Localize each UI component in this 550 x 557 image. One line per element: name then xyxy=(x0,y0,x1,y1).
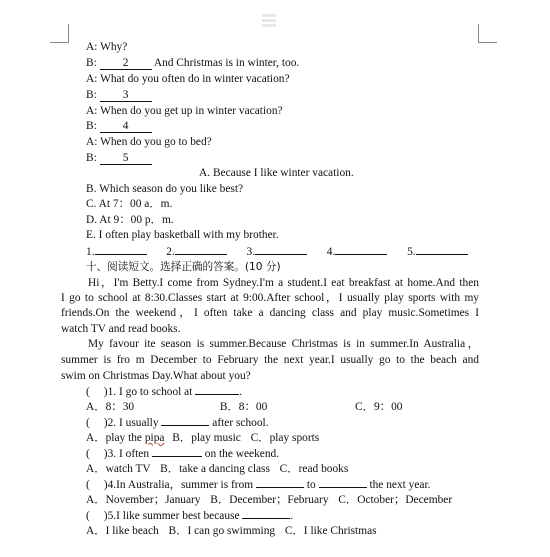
dialogue-line-5 xyxy=(86,104,283,119)
answer-blank: 4 xyxy=(100,120,152,133)
dialogue-text: When do you get up in winter vacation? xyxy=(100,105,283,117)
speaker-label: A: xyxy=(86,73,98,85)
question-5-options xyxy=(86,524,377,539)
question-text: I like summer best because xyxy=(116,510,240,522)
question-text: I usually xyxy=(119,417,159,429)
section-heading: 十、阅读短文。选择正确的答案。(10 分) xyxy=(86,261,281,273)
passage-line: friends.On the weekend，I often take a dancing class and play music.Sometimes I xyxy=(61,307,479,319)
option-text: I often play basketball with my brother. xyxy=(98,229,279,241)
question-3: ( )3. I often on the weekend. xyxy=(86,448,280,460)
answer-blank: 3 xyxy=(100,89,152,102)
dialogue-line-1 xyxy=(86,40,127,55)
option-letter: E. xyxy=(86,229,96,241)
question-number: )4. xyxy=(103,479,117,491)
question-number: )2. xyxy=(103,417,117,429)
speaker-label: B: xyxy=(86,57,97,69)
question-blank-to[interactable] xyxy=(319,477,367,488)
answer-slot-5: 5. xyxy=(407,246,416,258)
option-c xyxy=(86,197,172,212)
answer-slot-1-line[interactable] xyxy=(95,244,147,255)
passage-line: Hi，I'm Betty.I come from Sydney.I'm a student.I eat breakfast at home.And then xyxy=(88,277,479,289)
dialogue-text: And Christmas is in winter, too. xyxy=(153,57,300,69)
option-letter: D. xyxy=(86,214,98,226)
dialogue-line-8 xyxy=(86,151,152,166)
choice-a: A．8：30 xyxy=(86,401,135,413)
choice-b: B．take a dancing class xyxy=(160,463,270,475)
question-4: ( )4.In Australia，summer is from to the next year. xyxy=(86,479,431,491)
speaker-label: B: xyxy=(86,120,97,132)
dialogue-text: When do you go to bed? xyxy=(100,136,212,148)
option-a xyxy=(199,166,354,181)
answer-slot-2: 2. xyxy=(166,246,175,258)
choice-a: A．I like beach xyxy=(86,525,159,537)
dialogue-line-3 xyxy=(86,72,290,87)
passage-line: watch TV and read books. xyxy=(61,323,181,335)
question-number: )3. xyxy=(103,448,117,460)
choice-c: C．I like Christmas xyxy=(284,525,377,537)
question-blank-from[interactable] xyxy=(256,477,304,488)
dialogue-line-4 xyxy=(86,88,152,103)
choice-c: C．October；December xyxy=(338,494,453,506)
question-blank[interactable] xyxy=(195,384,239,395)
choice-b: B．8：00 xyxy=(219,401,268,413)
choice-a: A．watch TV xyxy=(86,463,151,475)
choice-b: B．I can go swimming xyxy=(168,525,276,537)
option-text: At 9：00 p．m. xyxy=(99,214,174,226)
answer-slot-3-line[interactable] xyxy=(255,244,307,255)
speaker-label: B: xyxy=(86,89,97,101)
passage-line: summer is fro m December to February the next year.I usually go to the beach and xyxy=(61,354,479,366)
question-text: I go to school at xyxy=(119,386,193,398)
question-blank[interactable] xyxy=(161,415,209,426)
option-letter: B. xyxy=(86,183,97,195)
page-marker-icon xyxy=(262,12,276,28)
choice-a-word: pipa xyxy=(144,432,165,444)
dialogue-line-7 xyxy=(86,135,212,150)
choice-b: B．play music xyxy=(172,432,241,444)
dialogue-line-2 xyxy=(86,56,299,71)
passage-line: I go to school at 8:30.Classes start at 9:00.After school，I usually play sports with my xyxy=(61,292,479,304)
option-letter: A. xyxy=(199,167,211,179)
question-2: ( )2. I usually after school. xyxy=(86,417,269,429)
question-5: ( )5.I like summer best because . xyxy=(86,510,294,522)
choice-c: C．9：00 xyxy=(355,401,403,413)
speaker-label: A: xyxy=(86,41,98,53)
question-1: ( )1. I go to school at . xyxy=(86,386,243,398)
dialogue-text: Why? xyxy=(100,41,128,53)
question-blank[interactable] xyxy=(152,446,202,457)
crop-mark-top-right xyxy=(478,24,497,43)
choice-c: C．play sports xyxy=(250,432,320,444)
speaker-label: A: xyxy=(86,136,98,148)
answer-slot-5-line[interactable] xyxy=(416,244,468,255)
answer-blank: 5 xyxy=(100,152,152,165)
answer-slot-4: 4. xyxy=(326,246,336,258)
passage-line: My favour ite season is summer.Because Christmas is in summer.In Australia， xyxy=(88,338,479,350)
question-number: )5. xyxy=(103,510,117,522)
option-e xyxy=(86,228,279,243)
question-2-options xyxy=(86,431,319,446)
option-letter: C. xyxy=(86,198,97,210)
option-text: Which season do you like best? xyxy=(99,183,244,195)
question-text: In Australia，summer is from xyxy=(116,479,254,491)
answer-slot-3: 3. xyxy=(246,246,256,258)
option-b xyxy=(86,182,243,197)
dialogue-text: What do you often do in winter vacation? xyxy=(100,73,290,85)
crop-mark-top-left xyxy=(50,24,69,43)
option-d xyxy=(86,213,174,228)
speaker-label: B: xyxy=(86,152,97,164)
answer-blank: 2 xyxy=(100,57,152,70)
passage-line: swim on Christmas Day.What about you? xyxy=(61,370,251,382)
question-3-options xyxy=(86,462,348,477)
answer-slot-2-line[interactable] xyxy=(175,244,227,255)
question-number: )1. xyxy=(103,386,117,398)
answer-slot-1: 1. xyxy=(86,246,95,258)
answer-slots xyxy=(86,244,468,260)
choice-b: B．December；February xyxy=(210,494,329,506)
choice-a: A．November；January xyxy=(86,494,201,506)
answer-slot-4-line[interactable] xyxy=(335,244,387,255)
option-text: At 7：00 a．m. xyxy=(98,198,173,210)
speaker-label: A: xyxy=(86,105,98,117)
option-text: Because I like winter vacation. xyxy=(212,167,354,179)
question-1-options xyxy=(86,400,402,415)
question-4-options xyxy=(86,493,452,508)
choice-a: A．play the xyxy=(86,432,142,444)
choice-c: C．read books xyxy=(279,463,349,475)
question-text: I often xyxy=(119,448,150,460)
question-blank[interactable] xyxy=(242,508,290,519)
dialogue-line-6 xyxy=(86,119,152,134)
